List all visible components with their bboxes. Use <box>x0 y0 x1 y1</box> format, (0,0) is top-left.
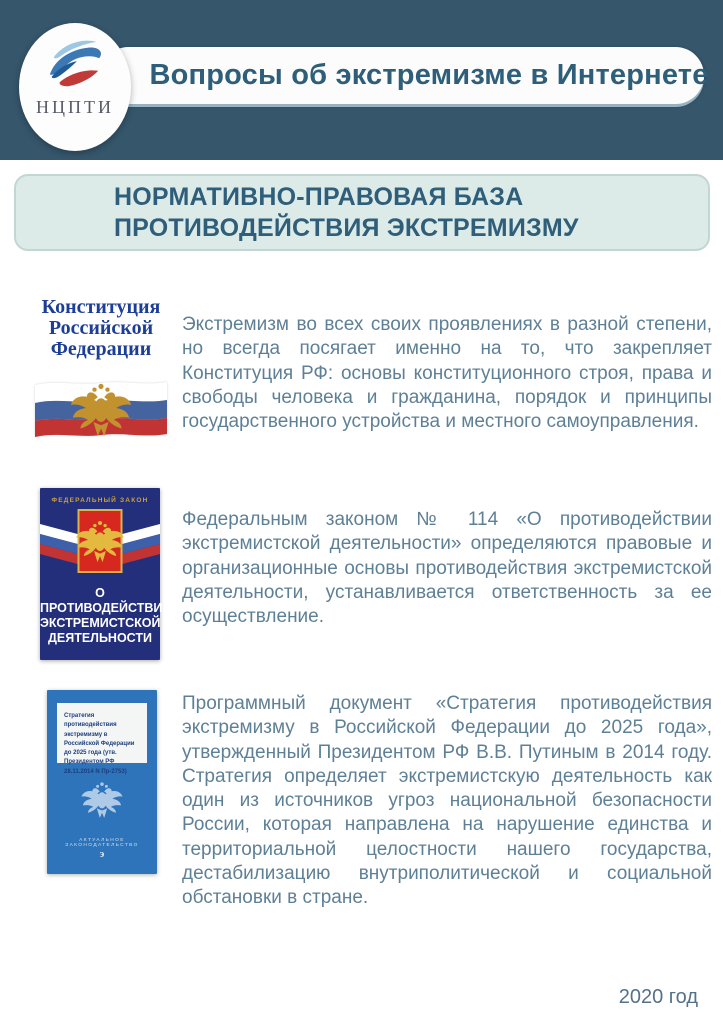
ncpti-logo <box>19 23 131 151</box>
ncpti-swirl-icon <box>44 37 106 93</box>
constitution-cover-title <box>34 297 168 360</box>
federal-law-cover <box>40 488 172 660</box>
paragraph-strategy: Программный документ «Стратегия противодействия экстремизму в Российской Федерации до 2025 года», утвержденный Президентом РФ В.В. Путиным в 2014 году. Стратегия определяет экстремистскую деятельность как один из источников угроз национальной безопасности России, которая направлена на нарушение единства и территориальной целостности нашего государства, дестабилизацию внутриполитической и социальной обстановки в стране. <box>182 693 712 909</box>
page-title: Вопросы об экстремизме в Интернете <box>149 59 709 91</box>
constitution-title-line: Российской <box>48 317 154 339</box>
strategy-cover <box>47 690 157 874</box>
constitution-cover <box>34 293 168 435</box>
federal-law-top-label: ФЕДЕРАЛЬНЫЙ ЗАКОН <box>51 497 149 504</box>
section-heading-line1: НОРМАТИВНО-ПРАВОВАЯ БАЗА <box>114 182 524 211</box>
federal-law-cover-title <box>40 586 172 646</box>
constitution-title-line: Конституция <box>41 296 161 318</box>
section-heading <box>14 174 710 251</box>
ncpti-logo-text: НЦПТИ <box>36 97 114 117</box>
section-heading-line2: ПРОТИВОДЕЙСТВИЯ ЭКСТРЕМИЗМУ <box>114 213 579 242</box>
federal-law-title-line: ЭКСТРЕМИСТСКОЙ <box>40 616 161 630</box>
federal-law-title-line: О ПРОТИВОДЕЙСТВИИ <box>40 586 172 615</box>
title-pill <box>100 47 709 104</box>
publisher-mark-icon: э <box>99 848 105 860</box>
strategy-cover-titlebox <box>57 703 147 775</box>
russian-flag-eagle-icon <box>35 377 167 439</box>
header-bar <box>0 0 723 160</box>
footer-year: 2020 год <box>618 986 698 1008</box>
flag-chevron-eagle-icon <box>40 508 160 586</box>
constitution-title-line: Федерации <box>50 338 152 360</box>
strategy-bottom-label: АКТУАЛЬНОЕ ЗАКОНОДАТЕЛЬСТВО <box>65 838 139 848</box>
paragraph-constitution: Экстремизм во всех своих проявлениях в разной степени, но всегда посягает именно на то, что закрепляет Конституция РФ: основы конституционного строя, права и свободы человека и гражданина, порядок и принципы государственного устройства и местного самоуправления. <box>182 314 712 433</box>
federal-law-title-line: ДЕЯТЕЛЬНОСТИ <box>47 631 153 645</box>
eagle-outline-icon <box>80 776 124 826</box>
paragraph-federal-law: Федеральным законом № 114 «О противодействии экстремистской деятельности» определяются правовые и организационные основы противодействия экстремистской деятельности, устанавливается ответственность за ее осуществление. <box>182 509 712 628</box>
strategy-cover-text: Стратегия противодействия экстремизму в Российской Федерации до 2025 года (утв. Президентом РФ 28.11.2014 N Пр-2753) <box>64 713 135 775</box>
